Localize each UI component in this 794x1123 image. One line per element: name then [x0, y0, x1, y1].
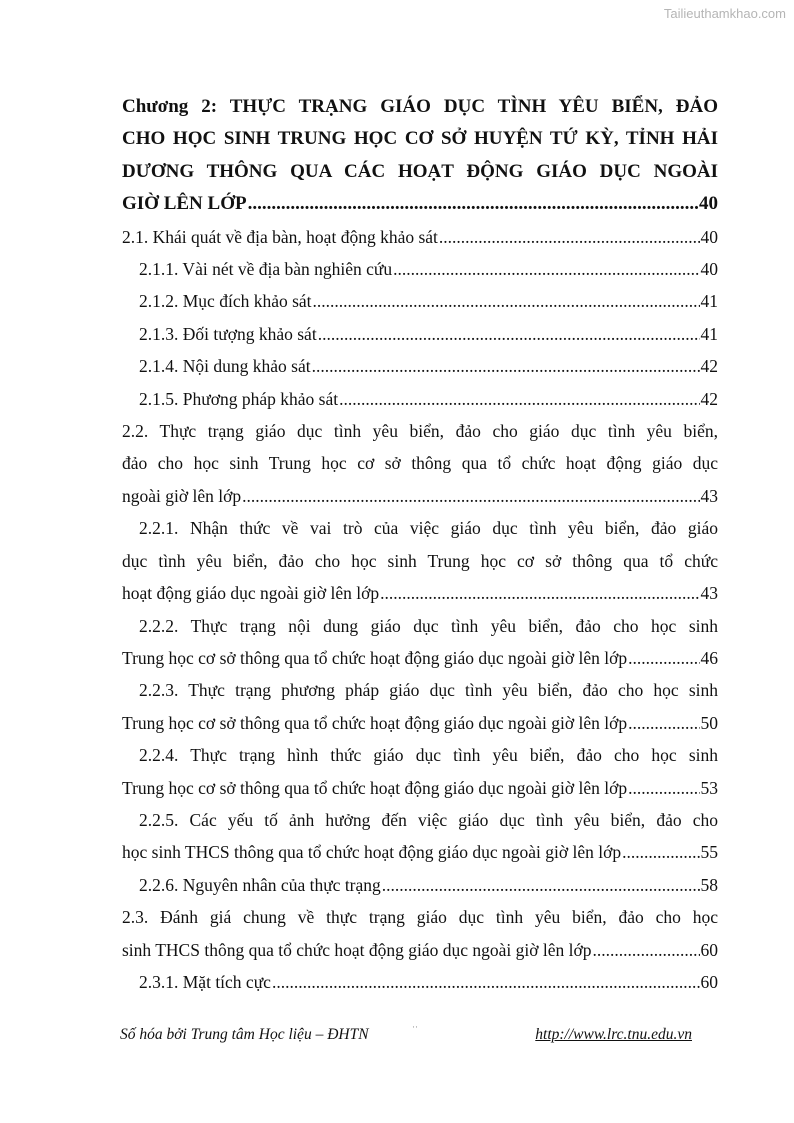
page-number: 42: [700, 356, 718, 377]
chapter-heading: [122, 91, 718, 221]
toc-entry-last-line: [139, 350, 718, 382]
dot-leader: [622, 836, 699, 868]
toc-entry[interactable]: [122, 350, 718, 382]
dot-leader: [382, 869, 700, 901]
toc-entry-line: 2.2.4. Thực trạng hình thức giáo dục tình yêu biển, đảo cho học sinh: [139, 745, 718, 766]
toc-entry-text: hoạt động giáo dục ngoài giờ lên lớp: [122, 583, 380, 604]
toc-entry-text: Trung học cơ sở thông qua tổ chức hoạt động giáo dục ngoài giờ lên lớp: [122, 712, 628, 733]
page-number: 41: [700, 323, 718, 344]
page-number: 43: [700, 485, 718, 506]
page-number: 46: [700, 647, 718, 668]
toc-entry-last-line: [122, 577, 718, 609]
toc-entry-last-line: [122, 934, 718, 966]
toc-entry-line: 2.2.1. Nhận thức về vai trò của việc giáo dục tình yêu biển, đảo giáo: [139, 518, 718, 539]
toc-entry-text: 2.1.1. Vài nét về địa bàn nghiên cứu: [139, 259, 393, 280]
page-number: 43: [700, 583, 718, 604]
dot-leader: [313, 285, 700, 317]
toc-entry-last-line: [139, 285, 718, 317]
table-of-contents: [122, 91, 718, 998]
dot-leader: [628, 772, 699, 804]
toc-entry[interactable]: [122, 674, 718, 739]
toc-entry-last-line: [122, 836, 718, 868]
toc-entry-text: 2.1.4. Nội dung khảo sát: [139, 356, 311, 377]
toc-entry-line: 2.2. Thực trạng giáo dục tình yêu biển, đảo cho giáo dục tình yêu biển,: [122, 421, 718, 442]
page-number: 53: [700, 777, 718, 798]
footer-url-link[interactable]: http://www.lrc.tnu.edu.vn: [535, 1026, 692, 1043]
toc-entry-last-line: [139, 253, 718, 285]
toc-entry[interactable]: [122, 512, 718, 609]
page-number: 40: [700, 226, 718, 247]
toc-entry-last-line: [139, 966, 718, 998]
toc-entry-last-line: [122, 480, 718, 512]
dot-leader: [593, 934, 700, 966]
toc-entry-text: 2.1.5. Phương pháp khảo sát: [139, 388, 339, 409]
toc-entry-text: 2.1.3. Đối tượng khảo sát: [139, 323, 317, 344]
toc-entry[interactable]: [122, 285, 718, 317]
dot-leader: [242, 480, 699, 512]
toc-entry-last-line: [139, 318, 718, 350]
toc-entry-text: 2.3.1. Mặt tích cực: [139, 971, 271, 992]
page-number: 50: [700, 712, 718, 733]
toc-entry-line: đảo cho học sinh Trung học cơ sở thông qua tổ chức hoạt động giáo dục: [122, 453, 718, 474]
page-number: 58: [700, 874, 718, 895]
toc-entry-text: 2.2.6. Nguyên nhân của thực trạng: [139, 874, 381, 895]
footer-page-mark: ··: [412, 1022, 418, 1032]
toc-entry[interactable]: [122, 966, 718, 998]
chapter-heading-line-3: DƯƠNG THÔNG QUA CÁC HOẠT ĐỘNG GIÁO DỤC NGOÀI: [122, 160, 718, 182]
toc-entry-line: 2.2.5. Các yếu tố ảnh hưởng đến việc giáo dục tình yêu biển, đảo cho: [139, 809, 718, 830]
toc-entry-last-line: [122, 221, 718, 253]
toc-entry-text: 2.1. Khái quát về địa bàn, hoạt động khảo sát: [122, 226, 438, 247]
toc-entry-text: sinh THCS thông qua tổ chức hoạt động giáo dục ngoài giờ lên lớp: [122, 939, 592, 960]
toc-entry-last-line: [122, 707, 718, 739]
dot-leader: [439, 221, 700, 253]
chapter-heading-last-line[interactable]: [122, 188, 718, 220]
dot-leader: [628, 642, 699, 674]
page-number: 40: [700, 259, 718, 280]
dot-leader: [380, 577, 699, 609]
toc-entry-line: dục tình yêu biển, đảo cho học sinh Trung học cơ sở thông qua tổ chức: [122, 550, 718, 571]
dot-leader: [628, 707, 699, 739]
toc-entry-text: Trung học cơ sở thông qua tổ chức hoạt động giáo dục ngoài giờ lên lớp: [122, 777, 628, 798]
toc-entry[interactable]: [122, 221, 718, 253]
toc-entry[interactable]: [122, 610, 718, 675]
toc-entry-line: 2.2.2. Thực trạng nội dung giáo dục tình yêu biển, đảo cho học sinh: [139, 615, 718, 636]
toc-entry-text: Trung học cơ sở thông qua tổ chức hoạt động giáo dục ngoài giờ lên lớp: [122, 647, 628, 668]
toc-entry[interactable]: [122, 901, 718, 966]
page-number: 60: [700, 971, 718, 992]
dot-leader: [248, 188, 698, 220]
toc-entry-last-line: [139, 869, 718, 901]
chapter-heading-last-text: GIỜ LÊN LỚP: [122, 193, 247, 215]
toc-entries: [122, 221, 718, 999]
dot-leader: [393, 253, 699, 285]
toc-entry-text: 2.1.2. Mục đích khảo sát: [139, 291, 312, 312]
dot-leader: [272, 966, 700, 998]
toc-entry[interactable]: [122, 869, 718, 901]
watermark-text: Tailieuthamkhao.com: [663, 6, 786, 21]
toc-entry[interactable]: [122, 804, 718, 869]
toc-entry-text: học sinh THCS thông qua tổ chức hoạt động giáo dục ngoài giờ lên lớp: [122, 842, 622, 863]
toc-entry-line: 2.3. Đánh giá chung về thực trạng giáo dục tình yêu biển, đảo cho học: [122, 907, 718, 928]
toc-entry[interactable]: [122, 253, 718, 285]
chapter-heading-line-1: Chương 2: THỰC TRẠNG GIÁO DỤC TÌNH YÊU BIỂN, ĐẢO: [122, 96, 718, 117]
page-number: 42: [700, 388, 718, 409]
toc-entry[interactable]: [122, 383, 718, 415]
toc-entry[interactable]: [122, 415, 718, 512]
footer-digitized-by: Số hóa bởi Trung tâm Học liệu – ĐHTN: [120, 1026, 369, 1043]
dot-leader: [318, 318, 700, 350]
dot-leader: [339, 383, 699, 415]
page-number: 60: [700, 939, 718, 960]
toc-entry[interactable]: [122, 739, 718, 804]
toc-entry-last-line: [122, 642, 718, 674]
toc-entry-last-line: [139, 383, 718, 415]
toc-entry-line: 2.2.3. Thực trạng phương pháp giáo dục tình yêu biển, đảo cho học sinh: [139, 680, 718, 701]
page-number: 55: [700, 842, 718, 863]
toc-entry-last-line: [122, 772, 718, 804]
page-number: 41: [700, 291, 718, 312]
toc-entry[interactable]: [122, 318, 718, 350]
page-number: 40: [699, 193, 718, 215]
toc-entry-text: ngoài giờ lên lớp: [122, 485, 242, 506]
chapter-heading-line-2: CHO HỌC SINH TRUNG HỌC CƠ SỞ HUYỆN TỨ KỲ, TỈNH HẢI: [122, 128, 718, 150]
dot-leader: [312, 350, 700, 382]
